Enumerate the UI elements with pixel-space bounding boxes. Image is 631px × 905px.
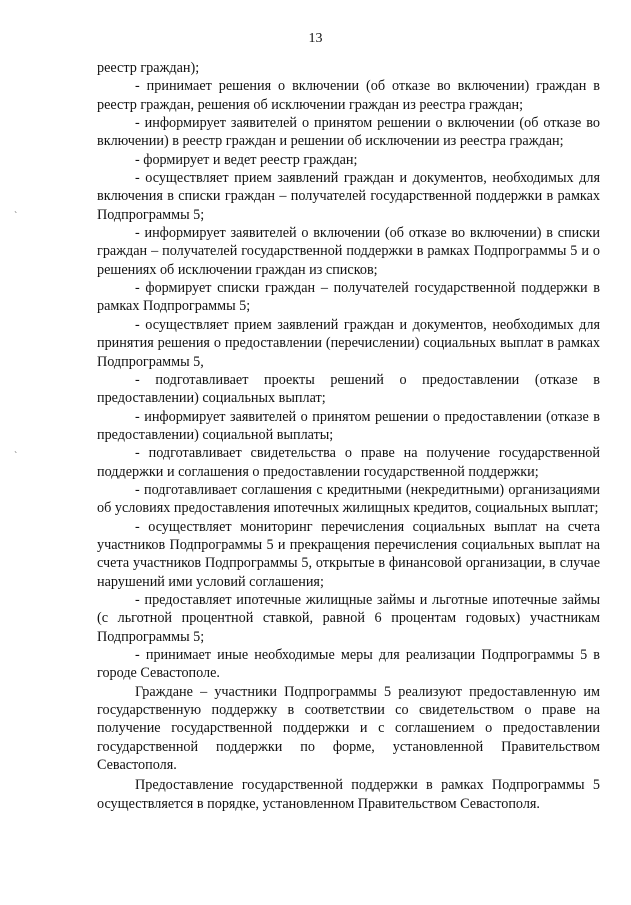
list-item-mortgage-loans: - предоставляет ипотечные жилищные займы и льготные ипотечные займы (с льготной процентной ставкой, равной 6 процентам годовых) участникам Подпрограммы 5; (97, 591, 600, 645)
document-body (97, 59, 600, 813)
list-item-form-lists: - формирует списки граждан – получателей государственной поддержки в рамках Подпрограммы 5; (97, 280, 600, 315)
list-item-registry-decisions: - принимает решения о включении (об отказе во включении) граждан в реестр граждан, решения об исключении граждан из реестра граждан; (97, 78, 600, 113)
list-item-maintain-registry: - формирует и ведет реестр граждан; (135, 151, 358, 168)
list-item-inform-registry: - информирует заявителей о принятом решении о включении (об отказе во включении) в реестр граждан и решении об исключении из реестра граждан; (97, 115, 600, 150)
list-item-accept-payment-applications: - осуществляет прием заявлений граждан и документов, необходимых для принятия решения о предоставлении (перечислении) социальных выплат в рамках Подпрограммы 5, (97, 316, 600, 370)
list-item-prepare-decisions: - подготавливает проекты решений о предоставлении (отказе в предоставлении) социальных выплат; (97, 371, 600, 407)
scan-mark: ` (14, 451, 18, 462)
page-number: 13 (308, 31, 323, 46)
list-item-monitoring: - осуществляет мониторинг перечисления социальных выплат на счета участников Подпрограммы 5 и прекращения перечисления социальных выплат на счета участников Подпрограммы 5, открытые в финансовой организации, в случае нарушений ими условий соглашения; (97, 518, 600, 590)
list-item-accept-applications: - осуществляет прием заявлений граждан и документов, необходимых для включения в списки граждан – получателей государственной поддержки в рамках Подпрограммы 5; (97, 170, 600, 223)
paragraph-procedure: Предоставление государственной поддержки в рамках Подпрограммы 5 осуществляется в порядке, установленном Правительством Севастополя. (97, 777, 600, 812)
list-item-inform-payment: - информирует заявителей о принятом решении о предоставлении (отказе в предоставлении) социальной выплаты; (97, 408, 600, 443)
scan-mark: ` (14, 211, 18, 222)
paragraph-continuation: реестр граждан); (97, 60, 200, 76)
list-item-prepare-agreements: - подготавливает соглашения с кредитными (некредитными) организациями об условиях предоставления ипотечных жилищных кредитов, социальных выплат; (97, 481, 600, 517)
paragraph-participants: Граждане – участники Подпрограммы 5 реализуют предоставленную им государственную поддержку в соответствии со свидетельством о праве на получение государственной поддержки и с соглашением о предоставлении государственной поддержки по форме, установленной Правительством Севастополя. (97, 683, 600, 774)
list-item-prepare-certificates: - подготавливает свидетельства о праве на получение государственной поддержки и соглашения о предоставлении государственной поддержки; (97, 445, 600, 480)
list-item-inform-lists: - информирует заявителей о включении (об отказе во включении) в списки граждан – получателей государственной поддержки в рамках Подпрограммы 5 и о решениях об исключении граждан из списков; (97, 225, 600, 278)
list-item-other-measures: - принимает иные необходимые меры для реализации Подпрограммы 5 в городе Севастополе. (97, 647, 600, 682)
